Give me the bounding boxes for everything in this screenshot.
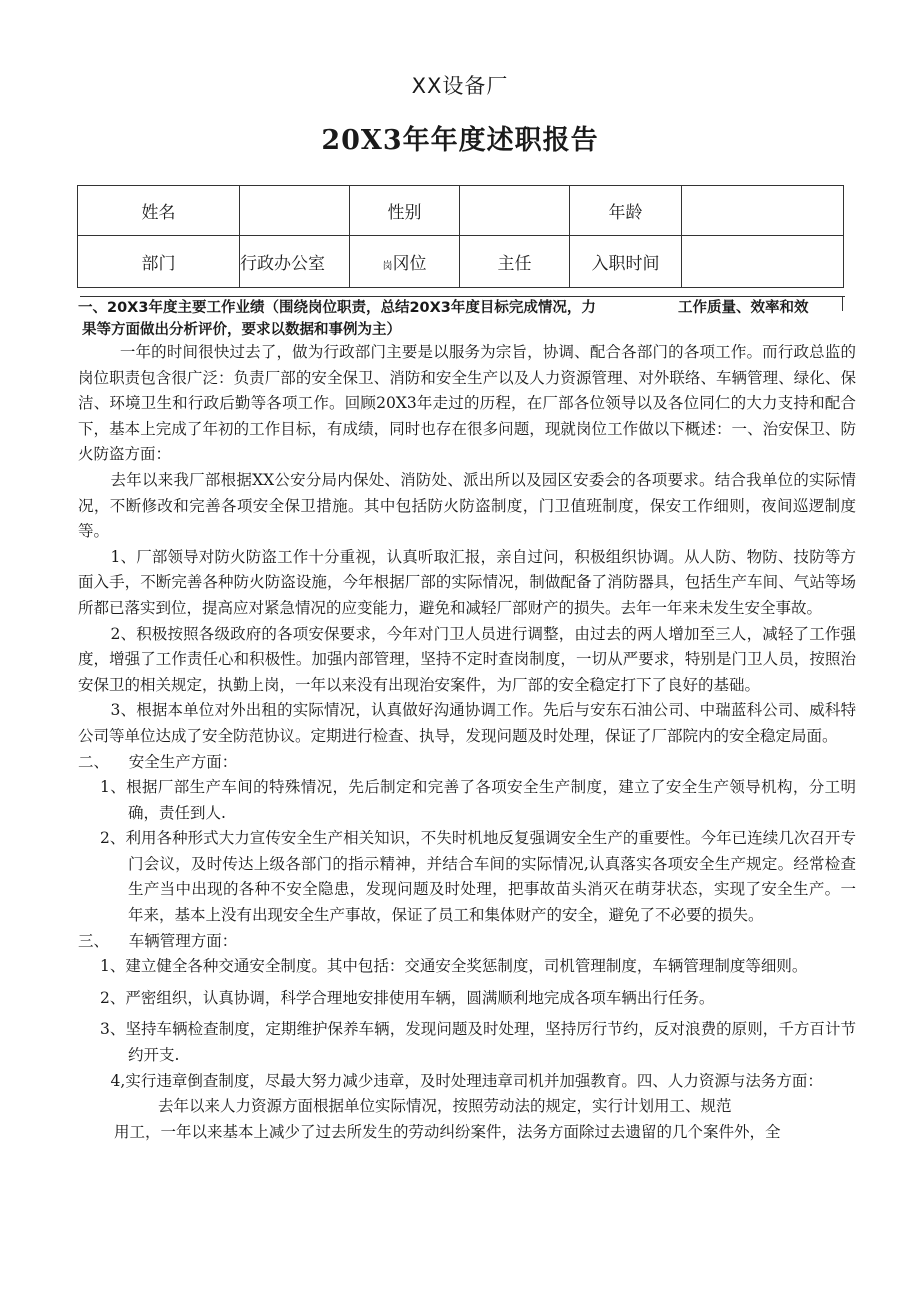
paragraph-10: 3、坚持车辆检查制度，定期维护保养车辆，发现问题及时处理，坚持厉行节约，反对浪费的原则，千方百计节约开支. bbox=[100, 1020, 856, 1065]
paragraph-1: 一年的时间很快过去了，做为行政部门主要是以服务为宗旨，协调、配合各部门的各项工作。而行政总监的岗位职责包含很广泛：负责厂部的安全保卫、消防和安全生产以及人力资源管理、对外联络、车辆管理、绿化、保洁、环境卫生和行政后勤等各项工作。回顾20X3年走过的历程，在厂部各位领导以及各位同仁的大力支持和配合下，基本上完成了年初的工作目标，有成绩，同时也存在很多问题，现就岗位工作做以下概述：一、治安保卫、防火防盗方面： bbox=[78, 343, 856, 464]
paragraph-5: 3、根据本单位对外出租的实际情况，认真做好沟通协调工作。先后与安东石油公司、中瑞蓝科公司、威科特公司等单位达成了安全防范协议。定期进行检查、执导，发现问题及时处理，保证了厂部院内的安全稳定局面。 bbox=[78, 701, 856, 745]
gender-value bbox=[460, 186, 570, 236]
paragraph-7: 2、利用各种形式大力宣传安全生产相关知识，不失时机地反复强调安全生产的重要性。今年已连续几次召开专门会议，及时传达上级各部门的指示精神，并结合车间的实际情况,认真落实各项安全生产规定。经常检查生产当中出现的各种不安全隐患，发现问题及时处理，把事故苗头消灭在萌芽状态，实现了安全生产。一年来，基本上没有出现安全生产事故，保证了员工和集体财产的安全，避免了不必要的损失。 bbox=[100, 829, 856, 925]
heading-safety: 二、 安全生产方面： bbox=[78, 752, 238, 771]
post-value: 主任 bbox=[460, 236, 570, 288]
company-name: XX设备厂 bbox=[411, 74, 509, 98]
paragraph-11: 4,实行违章倒查制度，尽最大努力减少违章，及时处理违章司机并加强教育。四、人力资源与法务方面： bbox=[110, 1071, 823, 1090]
paragraph-3: 1、厂部领导对防火防盗工作十分重视，认真听取汇报，亲自过问，积极组织协调。从人防、物防、技防等方面入手，不断完善各种防火防盗设施，今年根据厂部的实际情况，制做配备了消防器具，包括生产车间、气站等场所都已落实到位，提高应对紧急情况的应变能力，避免和减轻厂部财产的损失。去年一年来未发生安全事故。 bbox=[78, 547, 856, 617]
hire-label: 入职时间 bbox=[570, 236, 682, 288]
paragraph-12: 去年以来人力资源方面根据单位实际情况，按照劳动法的规定，实行计划用工、规范 bbox=[158, 1097, 732, 1116]
info-table bbox=[77, 185, 844, 288]
section1-right: 工作质量、效率和效 bbox=[678, 300, 809, 316]
paragraph-6: 1、根据厂部生产车间的特殊情况，先后制定和完善了各项安全生产制度，建立了安全生产领导机构，分工明确，责任到人. bbox=[100, 778, 856, 822]
post-label: 冈位 bbox=[392, 254, 427, 274]
age-value bbox=[682, 186, 844, 236]
report-title: 20X3年年度述职报告 bbox=[321, 125, 599, 156]
dept-value: 行政办公室 bbox=[240, 236, 350, 288]
table-edge-line bbox=[842, 296, 843, 311]
dept-label: 部门 bbox=[78, 236, 240, 288]
paragraph-13: 用工，一年以来基本上减少了过去所发生的劳动纠纷案件，法务方面除过去遗留的几个案件外，全 bbox=[114, 1122, 781, 1141]
info-row-2 bbox=[78, 236, 844, 288]
section1-line2: 果等方面做出分析评价，要求以数据和事例为主） bbox=[82, 322, 401, 338]
section1-lead: 一、20X3年度主要工作业绩（围绕岗位职责，总结20X3年度目标完成情况，力 bbox=[78, 300, 596, 316]
name-label: 姓名 bbox=[78, 186, 240, 236]
report-body bbox=[78, 340, 856, 1145]
gender-label: 性别 bbox=[350, 186, 460, 236]
paragraph-9: 2、严密组织，认真协调，科学合理地安排使用车辆，圆满顺利地完成各项车辆出行任务。 bbox=[100, 988, 715, 1007]
post-label-cell bbox=[350, 236, 460, 288]
paragraph-2: 去年以来我厂部根据XX公安分局内保处、消防处、派出所以及园区安委会的各项要求。结合我单位的实际情况，不断修改和完善各项安全保卫措施。其中包括防火防盗制度，门卫值班制度，保安工作细则，夜间巡逻制度等。 bbox=[78, 470, 856, 541]
heading-vehicle: 三、 车辆管理方面： bbox=[78, 931, 238, 950]
post-prefix: 岗 bbox=[382, 261, 393, 272]
paragraph-4: 2、积极按照各级政府的各项安保要求，今年对门卫人员进行调整，由过去的两人增加至三人，减轻了工作强度，增强了工作责任心和积极性。加强内部管理，坚持不定时查岗制度，一切从严要求，特别是门卫人员，按照治安保卫的相关规定，执勤上岗，一年以来没有出现治安案件，为厂部的安全稳定打下了良好的基础。 bbox=[78, 624, 856, 694]
age-label: 年龄 bbox=[570, 186, 682, 236]
paragraph-8: 1、建立健全各种交通安全制度。其中包括：交通安全奖惩制度，司机管理制度，车辆管理制度等细则。 bbox=[100, 957, 808, 976]
hire-value bbox=[682, 236, 844, 288]
section1-header bbox=[78, 296, 845, 338]
name-value bbox=[240, 186, 350, 236]
info-row-1 bbox=[78, 186, 844, 236]
